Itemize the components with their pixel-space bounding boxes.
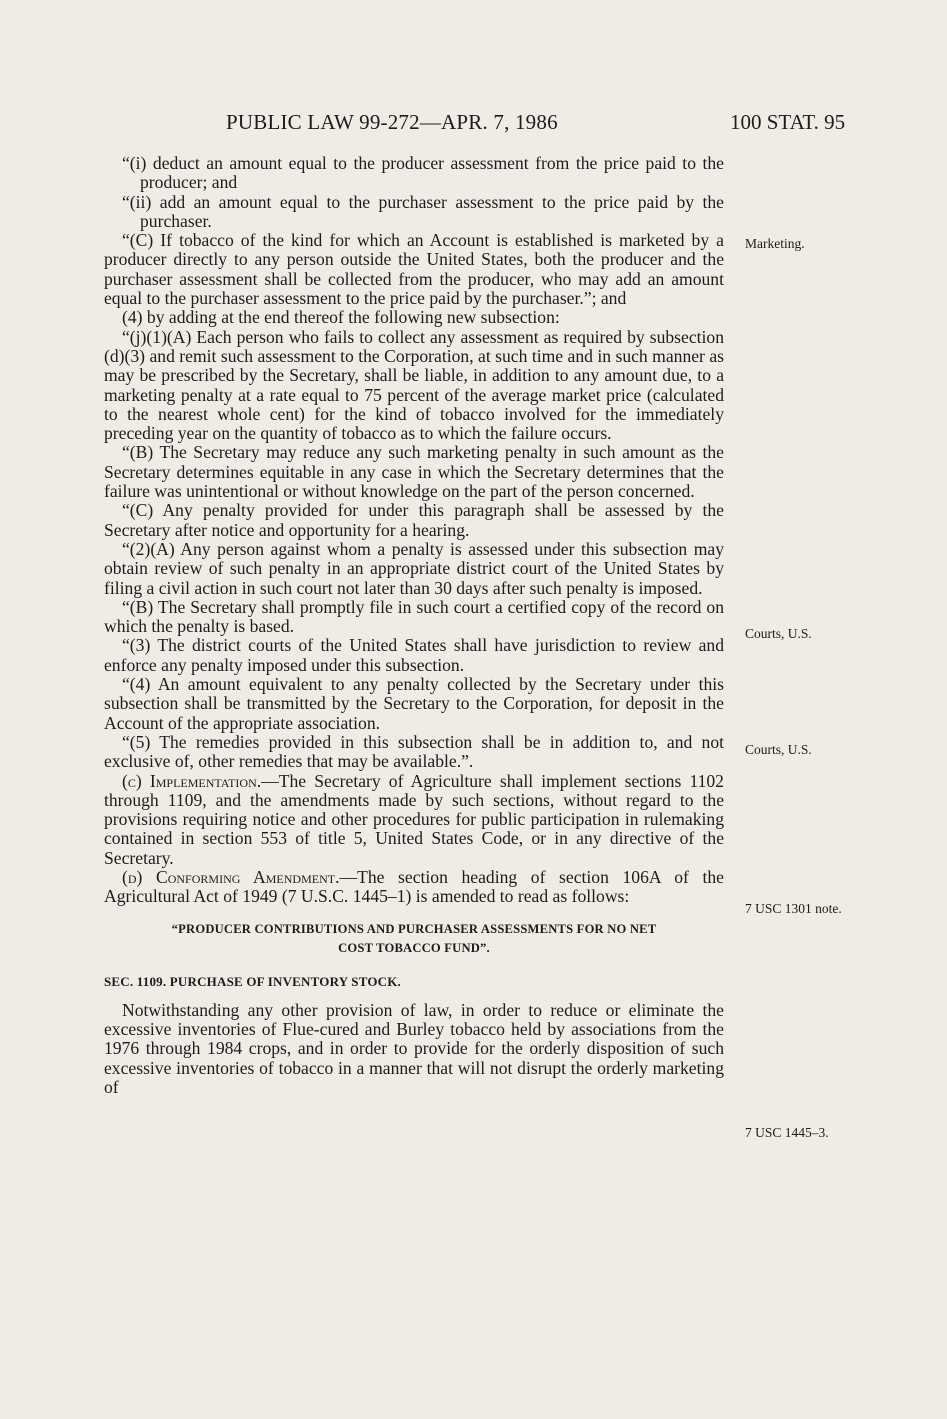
fund-heading-line-2: COST TOBACCO FUND”. [338,940,490,955]
page-number: 100 STAT. 95 [730,110,846,134]
subsection-j-1-b: “(B) The Secretary may reduce any such marketing penalty in such amount as the Secretary determines equitable in any case in which the Secretary determines that the failure was unintentional or without knowledge on the part of the person concerned. [104,442,724,502]
subsection-c-implementation [104,772,724,868]
clause-i: “(i) deduct an amount equal to the producer assessment from the price paid to the producer; and [122,153,724,193]
margin-note-courts-1: Courts, U.S. [745,626,812,641]
subsection-d-conforming-amendment [104,868,724,907]
implementation-text: —The Secretary of Agriculture shall implement sections 1102 through 1109, and the amendments made by such sections, without regard to the provisions requiring notice and other procedures for public participation in rulemaking contained in section 553 of title 5, United States Code, or in any directive of the Secretary. [104,770,724,868]
subsection-j-5: “(5) The remedies provided in this subsection shall be in addition to, and not exclusive of, other remedies that may be available.”. [104,731,724,772]
subsection-j-2-b: “(B) The Secretary shall promptly file in such court a certified copy of the record on which the penalty is based. [104,596,724,637]
subsection-j-3: “(3) The district courts of the United States shall have jurisdiction to review and enforce any penalty imposed under this subsection. [104,635,724,675]
section-1109-text: Notwithstanding any other provision of law, in order to reduce or eliminate the excessive inventories of Flue-cured and Burley tobacco held by associations from the 1976 through 1984 crops, and in order to provide for the orderly disposition of such excessive inventories of tobacco in a manner that will not disrupt the orderly marketing of [104,999,724,1098]
subsection-j-2-a: “(2)(A) Any person against whom a penalty is assessed under this subsection may obtain review of such penalty in an appropriate district court of the United States by filing a civil action in such court not later than 30 days after such penalty is imposed. [104,538,724,598]
fund-section-heading [104,920,724,958]
body-text [104,154,724,1097]
paragraph-4-new-subsection: (4) by adding at the end thereof the following new subsection: [122,307,560,328]
section-1109-heading: SEC. 1109. PURCHASE OF INVENTORY STOCK. [104,973,402,989]
margin-note-marketing: Marketing. [745,236,805,251]
paragraph-c-outside-us: “(C) If tobacco of the kind for which an Account is established is marketed by a producer directly to any person outside the United States, both the producer and the purchaser assessment shall be collected from the producer, who may add an amount equal to the purchaser assessment to the price paid by the purchaser.”; and [104,230,724,309]
clause-ii: “(ii) add an amount equal to the purchaser assessment to the price paid by the purchaser. [122,191,724,231]
margin-note-7-usc-1445: 7 USC 1445–3. [745,1125,829,1140]
running-header-title: PUBLIC LAW 99-272—APR. 7, 1986 [226,110,558,134]
implementation-label: (c) Implementation. [122,770,262,791]
margin-note-courts-2: Courts, U.S. [745,742,812,757]
conforming-amendment-label: (d) Conforming Amendment. [122,866,340,887]
subsection-j-1-a: “(j)(1)(A) Each person who fails to collect any assessment as required by subsection (d)(3) and remit such assessment to the Corporation, at such time and in such manner as may be prescribed by the Secretary, shall be liable, in addition to any amount due, to a marketing penalty at a rate equal to 75 percent of the average market price (calculated to the nearest whole cent) for the kind of tobacco involved for the immediately preceding year on the quantity of tobacco as to which the failure occurs. [104,326,724,444]
conforming-amendment-text: —The section heading of section 106A of the Agricultural Act of 1949 (7 U.S.C. 1445–1) is amended to read as follows: [104,866,724,907]
subsection-j-1-c: “(C) Any penalty provided for under this paragraph shall be assessed by the Secretary after notice and opportunity for a hearing. [104,500,724,540]
margin-note-7-usc-1301: 7 USC 1301 note. [745,901,842,916]
fund-heading-line-1: “PRODUCER CONTRIBUTIONS AND PURCHASER ASSESSMENTS FOR NO NET [171,921,657,936]
subsection-j-4: “(4) An amount equivalent to any penalty collected by the Secretary under this subsection shall be transmitted by the Secretary to the Corporation, for deposit in the Account of the appropriate association. [104,674,724,733]
